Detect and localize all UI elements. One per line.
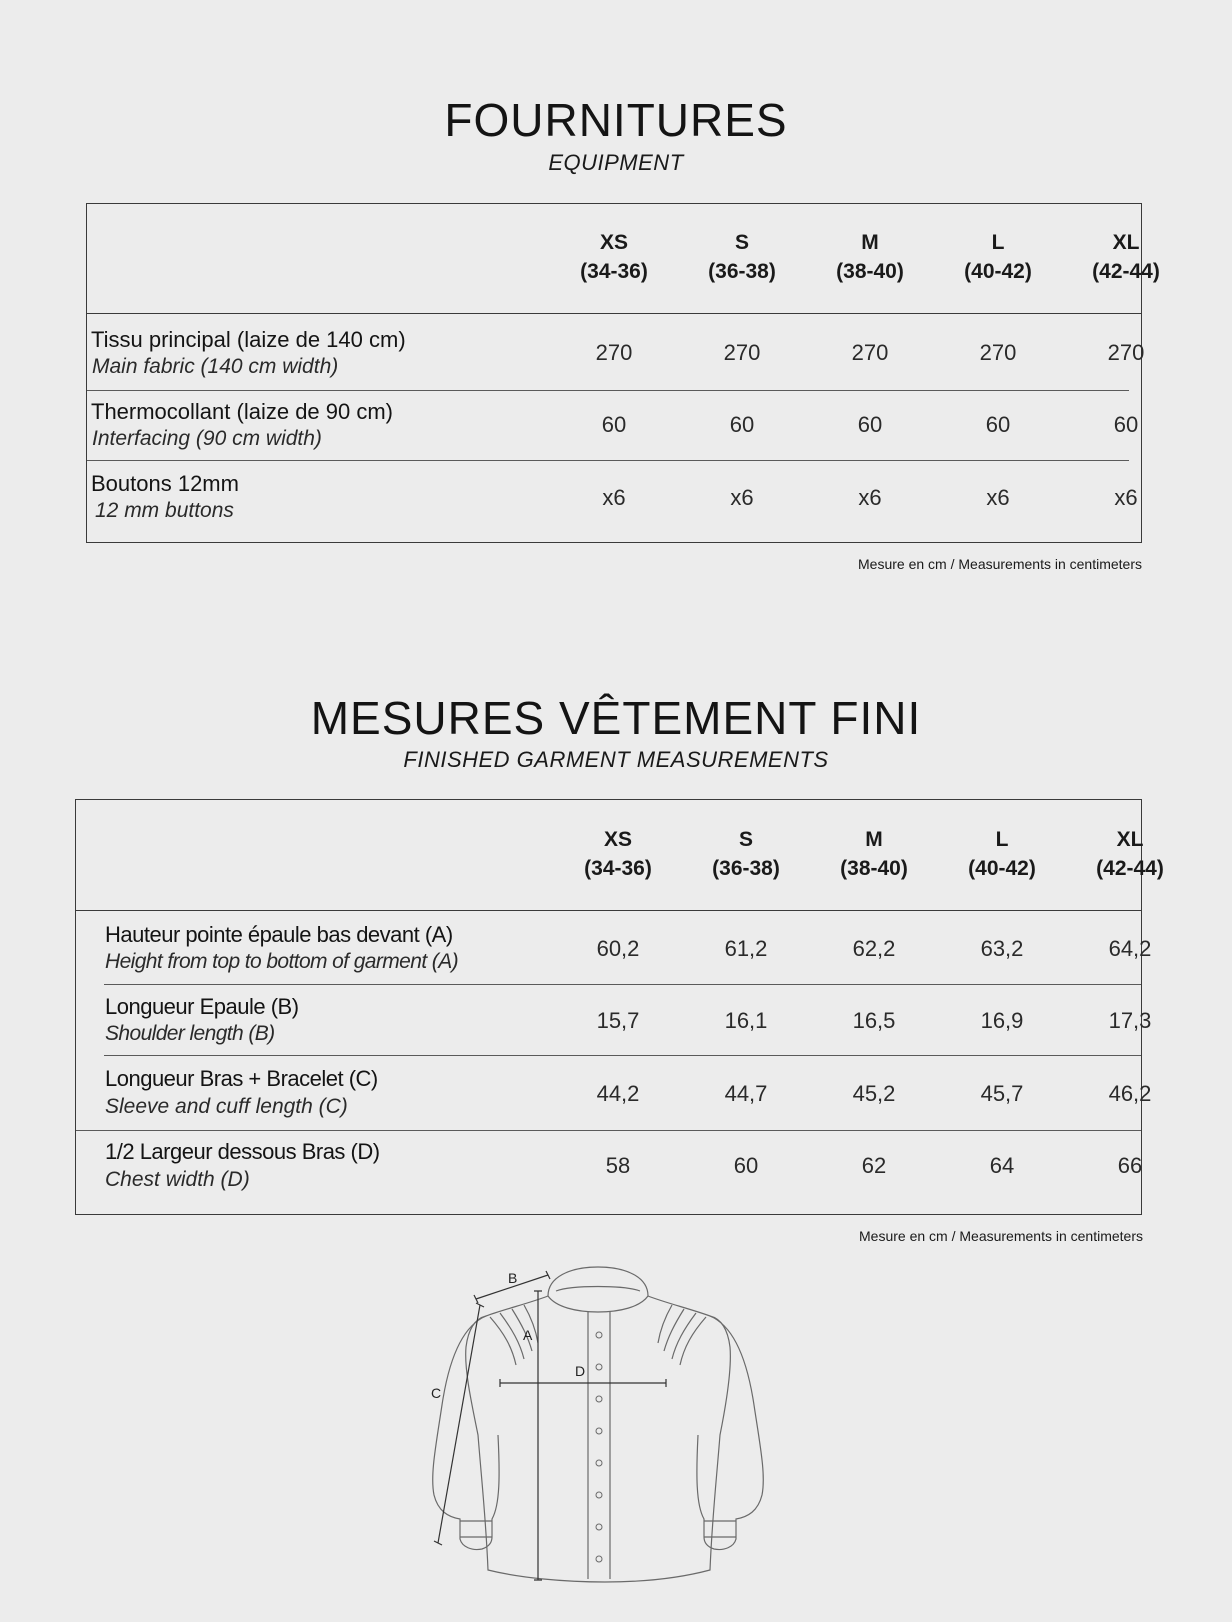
size-header-m: M (38-40) bbox=[840, 828, 908, 880]
value-cell: x6 bbox=[1114, 485, 1138, 510]
button-dot bbox=[596, 1396, 602, 1402]
value-cell: 66 bbox=[1117, 1153, 1143, 1178]
value-cell: 270 bbox=[851, 340, 889, 365]
row-label-en: 12 mm buttons bbox=[95, 499, 234, 522]
value-cell: 270 bbox=[979, 340, 1017, 365]
dimension-line-a bbox=[534, 1291, 542, 1580]
value-cell: x6 bbox=[730, 485, 754, 510]
measurements-units-note: Mesure en cm / Measurements in centimeters bbox=[859, 1228, 1143, 1244]
measurements-title: MESURES VÊTEMENT FINI bbox=[310, 692, 922, 744]
button-dot bbox=[596, 1492, 602, 1498]
value-cell: 60 bbox=[729, 412, 755, 437]
table-row bbox=[76, 1131, 1141, 1213]
value-cell: 270 bbox=[723, 340, 761, 365]
value-cell: 45,2 bbox=[852, 1081, 896, 1106]
table-row bbox=[76, 1056, 1152, 1131]
size-header-xs: XS (34-36) bbox=[584, 828, 652, 880]
button-dot bbox=[596, 1556, 602, 1562]
equipment-table-header bbox=[87, 204, 1160, 314]
button-dot bbox=[596, 1428, 602, 1434]
row-label-en: Main fabric (140 cm width) bbox=[92, 355, 339, 378]
equipment-subtitle: EQUIPMENT bbox=[548, 150, 684, 175]
value-cell: 16,9 bbox=[980, 1008, 1024, 1033]
size-header-s: S (36-38) bbox=[712, 828, 780, 880]
value-cell: 45,7 bbox=[980, 1081, 1024, 1106]
dimension-label-d: D bbox=[575, 1363, 586, 1379]
measurements-table bbox=[75, 799, 1164, 1215]
garment-diagram bbox=[420, 1255, 790, 1600]
size-header-l: L (40-42) bbox=[968, 828, 1036, 880]
row-label-fr: 1/2 Largeur dessous Bras (D) bbox=[105, 1139, 380, 1164]
value-cell: 16,1 bbox=[724, 1008, 768, 1033]
dimension-line-d bbox=[500, 1379, 666, 1387]
measurements-table-header bbox=[76, 800, 1164, 911]
row-label-en: Shoulder length (B) bbox=[105, 1022, 275, 1045]
value-cell: 60 bbox=[985, 412, 1011, 437]
value-cell: x6 bbox=[858, 485, 882, 510]
row-label-fr: Longueur Epaule (B) bbox=[105, 994, 299, 1019]
value-cell: x6 bbox=[986, 485, 1010, 510]
value-cell: 63,2 bbox=[980, 936, 1024, 961]
value-cell: 61,2 bbox=[724, 936, 768, 961]
table-row bbox=[76, 985, 1152, 1056]
size-header-l: L (40-42) bbox=[964, 231, 1032, 283]
value-cell: 60,2 bbox=[596, 936, 640, 961]
dimension-label-a: A bbox=[523, 1327, 533, 1343]
row-label-en: Sleeve and cuff length (C) bbox=[105, 1095, 348, 1118]
table-row bbox=[87, 461, 1141, 541]
equipment-units-note: Mesure en cm / Measurements in centimeters bbox=[858, 556, 1142, 572]
size-header-s: S (36-38) bbox=[708, 231, 776, 283]
row-label-fr: Boutons 12mm bbox=[91, 471, 239, 496]
dimension-line-c bbox=[434, 1303, 484, 1545]
button-placket bbox=[588, 1312, 610, 1579]
size-header-m: M (38-40) bbox=[836, 231, 904, 283]
value-cell: 17,3 bbox=[1108, 1008, 1152, 1033]
value-cell: 60 bbox=[1113, 412, 1139, 437]
button-dot bbox=[596, 1332, 602, 1338]
table-row bbox=[76, 910, 1152, 985]
size-header-xl: XL (42-44) bbox=[1096, 828, 1164, 880]
value-cell: 62 bbox=[861, 1153, 887, 1178]
value-cell: 16,5 bbox=[852, 1008, 896, 1033]
row-label-fr: Longueur Bras + Bracelet (C) bbox=[105, 1066, 378, 1091]
row-label-en: Height from top to bottom of garment (A) bbox=[105, 950, 458, 973]
button-dot bbox=[596, 1364, 602, 1370]
dimension-label-b: B bbox=[508, 1270, 518, 1286]
row-label-fr: Hauteur pointe épaule bas devant (A) bbox=[105, 922, 453, 947]
button-dot bbox=[596, 1524, 602, 1530]
value-cell: 64 bbox=[989, 1153, 1015, 1178]
value-cell: 60 bbox=[857, 412, 883, 437]
value-cell: 62,2 bbox=[852, 936, 896, 961]
size-header-xl: XL (42-44) bbox=[1092, 231, 1160, 283]
value-cell: 60 bbox=[733, 1153, 759, 1178]
value-cell: 270 bbox=[1107, 340, 1145, 365]
value-cell: 44,2 bbox=[596, 1081, 640, 1106]
value-cell: 58 bbox=[605, 1153, 631, 1178]
button-dot bbox=[596, 1460, 602, 1466]
value-cell: 15,7 bbox=[596, 1008, 640, 1033]
table-row bbox=[87, 391, 1141, 461]
equipment-title: FOURNITURES bbox=[444, 94, 788, 146]
value-cell: x6 bbox=[602, 485, 626, 510]
dimension-label-c: C bbox=[431, 1385, 442, 1401]
row-label-en: Chest width (D) bbox=[105, 1168, 250, 1191]
value-cell: 44,7 bbox=[724, 1081, 768, 1106]
value-cell: 46,2 bbox=[1108, 1081, 1152, 1106]
measurements-subtitle: FINISHED GARMENT MEASUREMENTS bbox=[403, 747, 829, 772]
value-cell: 60 bbox=[601, 412, 627, 437]
row-label-fr: Thermocollant (laize de 90 cm) bbox=[91, 399, 394, 424]
size-header-xs: XS (34-36) bbox=[580, 231, 648, 283]
table-row bbox=[87, 313, 1145, 391]
row-label-en: Interfacing (90 cm width) bbox=[92, 427, 322, 450]
value-cell: 270 bbox=[595, 340, 633, 365]
equipment-table bbox=[86, 203, 1160, 543]
row-label-fr: Tissu principal (laize de 140 cm) bbox=[91, 327, 406, 352]
value-cell: 64,2 bbox=[1108, 936, 1152, 961]
